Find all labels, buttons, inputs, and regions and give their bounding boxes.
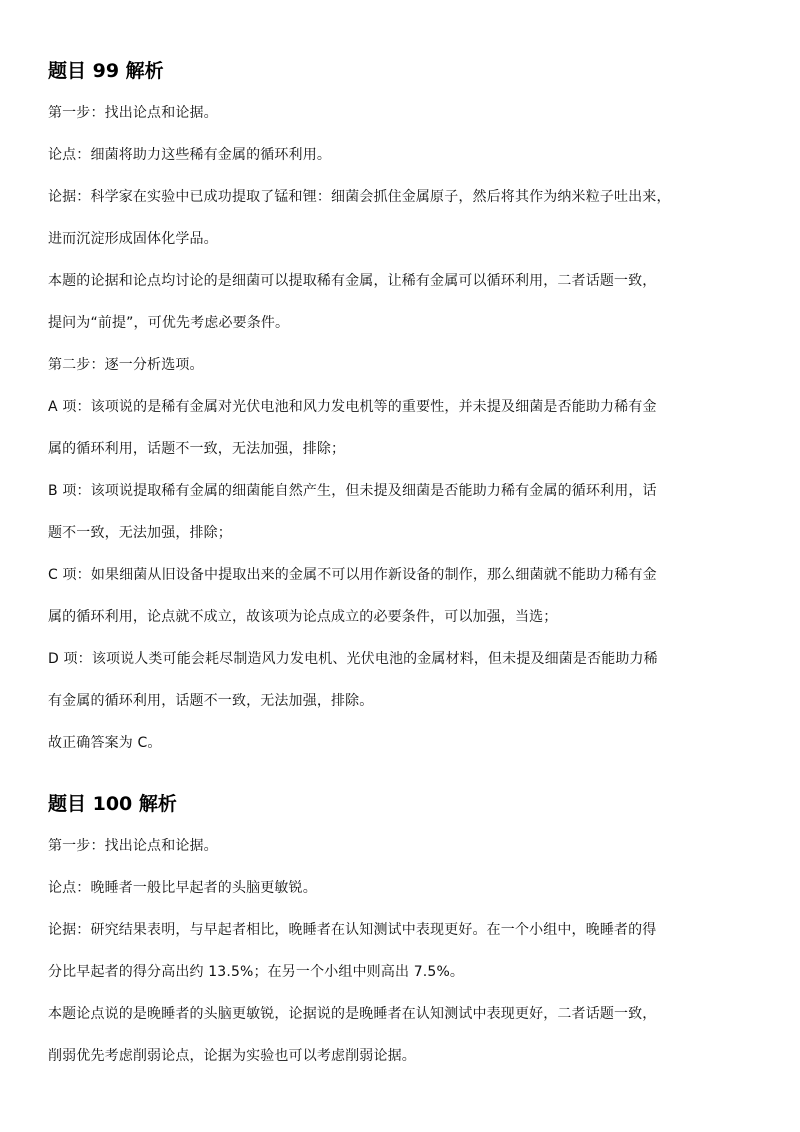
paragraph-line: 论据：科学家在实验中已成功提取了锰和锂：细菌会抓住金属原子，然后将其作为纳米粒子吐出来， [48, 189, 671, 205]
paragraph-line: 本题论点说的是晚睡者的头脑更敏锐，论据说的是晚睡者在认知测试中表现更好，二者话题一致， [48, 1006, 657, 1022]
paragraph-line: B 项：该项说提取稀有金属的细菌能自然产生，但未提及细菌是否能助力稀有金属的循环利用，话 [48, 483, 657, 499]
paragraph-line: 本题的论据和论点均讨论的是细菌可以提取稀有金属，让稀有金属可以循环利用，二者话题一致， [48, 273, 657, 289]
answer-line: 故正确答案为 C。 [48, 735, 162, 751]
paragraph-line: 属的循环利用，话题不一致，无法加强，排除； [48, 441, 346, 457]
paragraph-line: 分比早起者的得分高出约 13.5%；在另一个小组中则高出 7.5%。 [48, 964, 465, 980]
section-title: 题目 99 解析 [48, 60, 164, 82]
paragraph-line: 属的循环利用，论点就不成立，故该项为论点成立的必要条件，可以加强，当选； [48, 609, 558, 625]
section-title: 题目 100 解析 [48, 793, 177, 815]
paragraph-line: 题不一致，无法加强，排除； [48, 525, 232, 541]
paragraph-line: 第二步：逐一分析选项。 [48, 357, 204, 373]
paragraph-line: 论据：研究结果表明，与早起者相比，晚睡者在认知测试中表现更好。在一个小组中，晚睡者的得 [48, 922, 657, 938]
paragraph-line: 削弱优先考虑削弱论点，论据为实验也可以考虑削弱论据。 [48, 1048, 416, 1064]
paragraph-line: 论点：细菌将助力这些稀有金属的循环利用。 [48, 147, 331, 163]
paragraph-line: 提问为“前提”，可优先考虑必要条件。 [48, 315, 290, 331]
paragraph-line: 第一步：找出论点和论据。 [48, 105, 218, 121]
paragraph-line: D 项：该项说人类可能会耗尽制造风力发电机、光伏电池的金属材料，但未提及细菌是否能助力稀 [48, 651, 658, 667]
paragraph-line: 有金属的循环利用，话题不一致，无法加强，排除。 [48, 693, 374, 709]
paragraph-line: A 项：该项说的是稀有金属对光伏电池和风力发电机等的重要性，并未提及细菌是否能助力稀有金 [48, 399, 657, 415]
paragraph-line: C 项：如果细菌从旧设备中提取出来的金属不可以用作新设备的制作，那么细菌就不能助力稀有金 [48, 567, 657, 583]
paragraph-line: 进而沉淀形成固体化学品。 [48, 231, 218, 247]
paragraph-line: 论点：晚睡者一般比早起者的头脑更敏锐。 [48, 880, 317, 896]
paragraph-line: 第一步：找出论点和论据。 [48, 838, 218, 854]
